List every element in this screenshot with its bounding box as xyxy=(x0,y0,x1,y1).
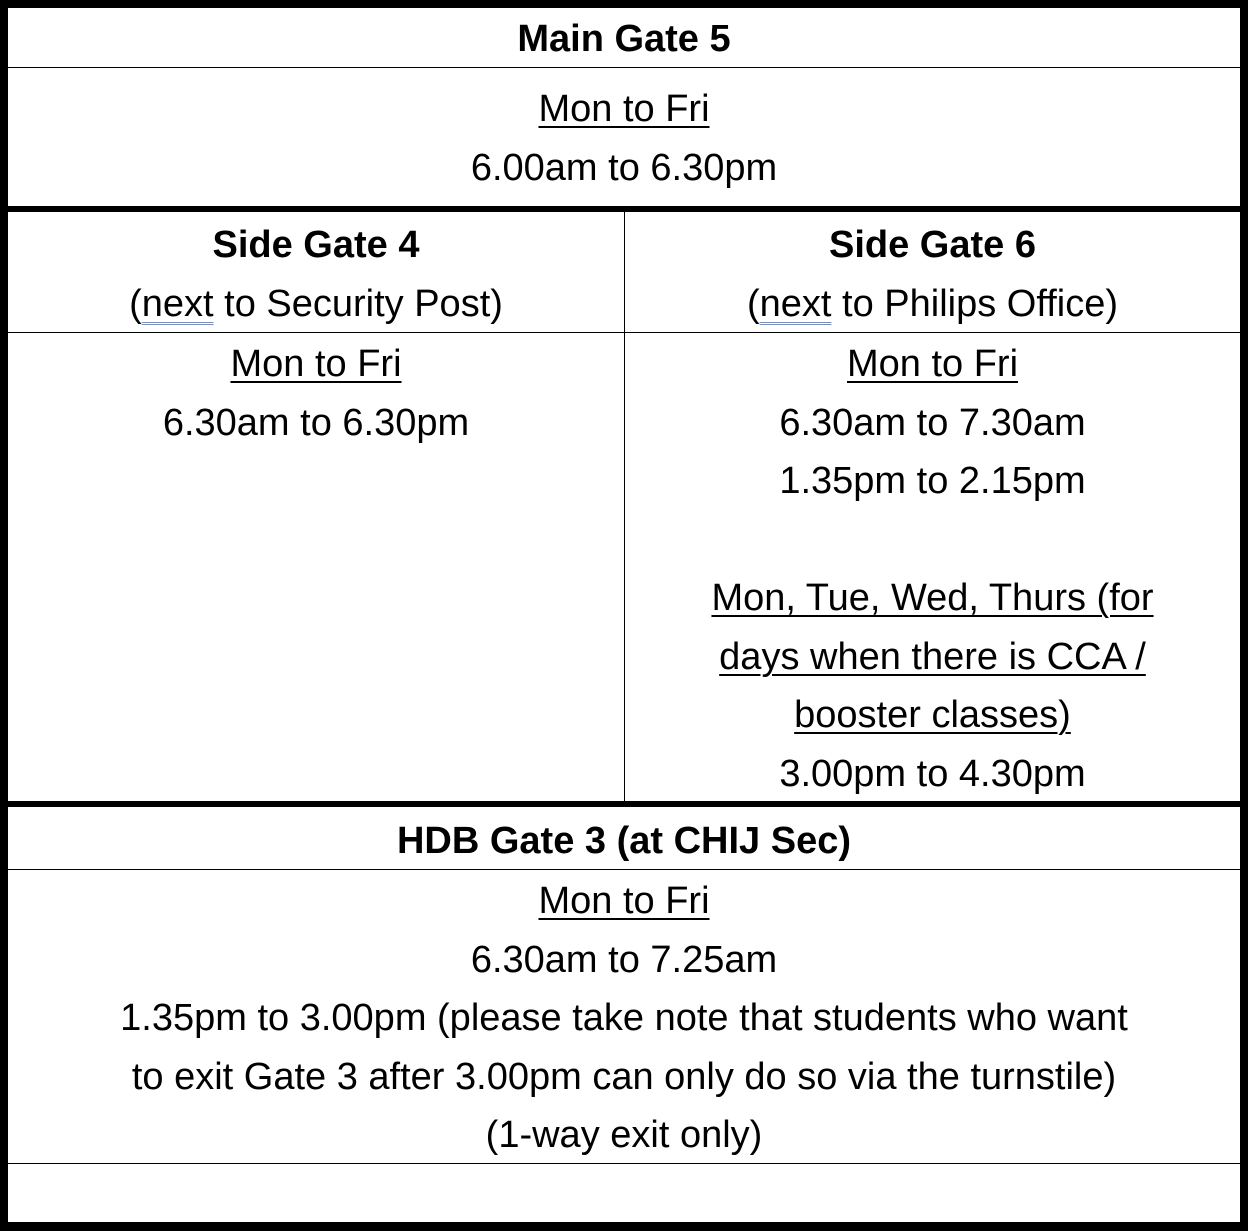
divider xyxy=(8,869,1240,870)
main-gate-body xyxy=(8,80,1240,197)
side-gate-4-hours: 6.30am to 6.30pm xyxy=(162,401,470,444)
next-word: next xyxy=(141,283,214,325)
side-gate-6-days: Mon to Fri xyxy=(846,343,1019,385)
main-gate-title xyxy=(8,10,1240,68)
hdb-gate-days: Mon to Fri xyxy=(538,880,710,922)
side-gate-6-title xyxy=(625,216,1240,275)
hdb-gate-title-text: HDB Gate 3 (at CHIJ Sec) xyxy=(396,820,851,862)
side-gate-4-title-text: Side Gate 4 xyxy=(212,224,420,266)
side-gate-6-hours-1: 6.30am to 7.30am xyxy=(779,401,1086,444)
side-gate-6-cca-line-3: booster classes) xyxy=(794,694,1071,736)
side-gate-6-title-text: Side Gate 6 xyxy=(829,224,1036,266)
paren: ( xyxy=(129,283,142,325)
side-gate-6-location xyxy=(625,275,1240,334)
divider xyxy=(8,801,1240,807)
hdb-gate-note-line-2: to exit Gate 3 after 3.00pm can only do so via the turnstile) xyxy=(131,1055,1117,1098)
next-word: next xyxy=(759,283,832,325)
blank-line xyxy=(625,511,1240,570)
hdb-gate-title xyxy=(8,812,1240,870)
side-gate-4-body xyxy=(8,335,624,452)
hdb-gate-hours-1: 6.30am to 7.25am xyxy=(470,938,778,981)
divider xyxy=(8,1163,1240,1164)
hdb-gate-note-line-3: (1-way exit only) xyxy=(485,1114,763,1156)
side-gate-4-location xyxy=(8,275,624,334)
side-gate-6-cca-line-1: Mon, Tue, Wed, Thurs (for xyxy=(711,577,1154,619)
main-gate-days: Mon to Fri xyxy=(538,88,710,130)
side-gate-4-title xyxy=(8,216,624,275)
side-gate-4-days: Mon to Fri xyxy=(230,343,402,385)
paren: ( xyxy=(746,283,760,325)
side-gate-6-cca-hours: 3.00pm to 4.30pm xyxy=(779,752,1086,795)
hdb-gate-note-line-1: 1.35pm to 3.00pm (please take note that students who want xyxy=(120,997,1128,1039)
location-text: to Security Post) xyxy=(213,283,503,325)
hdb-gate-body xyxy=(8,872,1240,1165)
divider xyxy=(8,67,1240,68)
main-gate-title-text: Main Gate 5 xyxy=(517,18,731,60)
main-gate-hours: 6.00am to 6.30pm xyxy=(470,146,778,189)
side-gate-6-cca-line-2: days when there is CCA / xyxy=(719,635,1146,678)
location-text: to Philips Office) xyxy=(831,283,1118,325)
side-gate-6-body xyxy=(625,335,1240,803)
side-gate-6-hours-2: 1.35pm to 2.15pm xyxy=(779,460,1086,502)
